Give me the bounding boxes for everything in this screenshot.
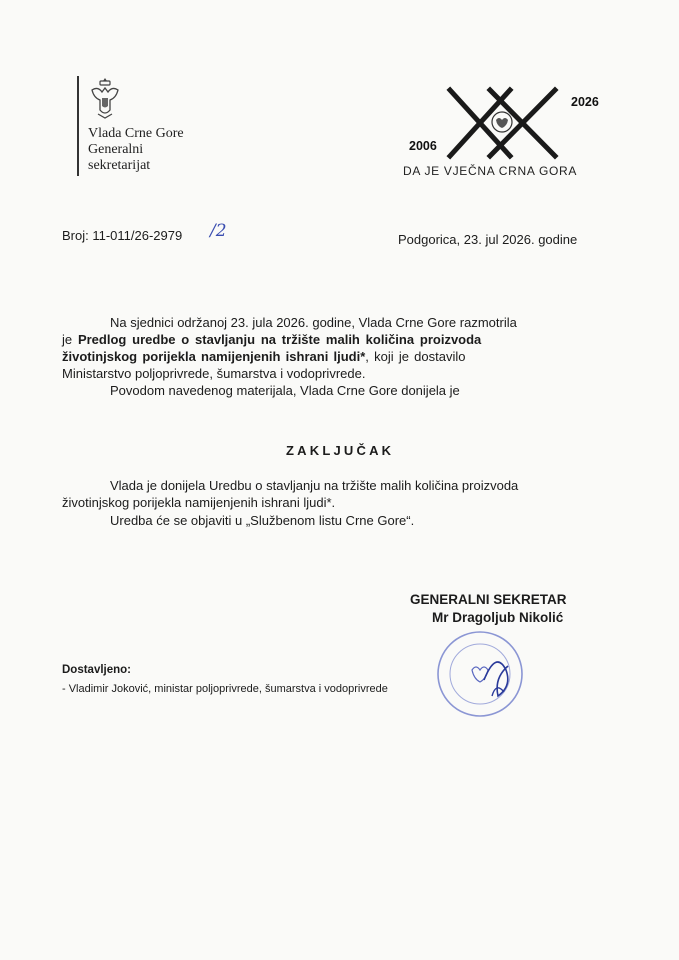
- paragraph-3-line-2: životinjskog porijekla namijenjenih ishrani ljudi*.: [62, 495, 336, 510]
- delivery-label: Dostavljeno:: [62, 664, 132, 676]
- delivery-item: - Vladimir Joković, ministar poljoprivrede, šumarstva i vodoprivrede: [62, 683, 388, 695]
- paragraph-1-line-3: [62, 348, 465, 365]
- signatory-name: Mr Dragoljub Nikolić: [432, 610, 564, 625]
- org-line-3: sekretarijat: [88, 158, 151, 173]
- logo-year-start: 2006: [409, 139, 437, 153]
- paragraph-1-line-4: Ministarstvo poljoprivrede, šumarstva i vodoprivrede.: [62, 366, 366, 381]
- official-stamp: [420, 622, 540, 722]
- logo-motto: DA JE VJEČNA CRNA GORA: [403, 164, 578, 178]
- paragraph-1-line-2: [62, 331, 481, 348]
- paragraph-4: Uredba će se objaviti u „Službenom listu Crne Gore“.: [110, 513, 415, 528]
- organization-name: [88, 126, 184, 174]
- text-segment: , koji je dostavilo: [365, 349, 466, 364]
- decision-heading: ZAKLJUČAK: [286, 443, 395, 458]
- document-number: Broj: 11-011/26-2979: [62, 228, 183, 243]
- paragraph-3-line-1: Vlada je donijela Uredbu o stavljanju na tržište malih količina proizvoda: [110, 478, 519, 493]
- signatory-title: GENERALNI SEKRETAR: [410, 592, 567, 607]
- document-number-handwritten: /2: [210, 221, 227, 241]
- paragraph-1-line-1: Na sjednici održanoj 23. jula 2026. godine, Vlada Crne Gore razmotrila: [110, 315, 517, 330]
- regulation-title-part-1: Predlog uredbe o stavljanju na tržište malih količina proizvoda: [77, 332, 482, 347]
- org-line-2: Generalni: [88, 142, 144, 157]
- paragraph-2: Povodom navedenog materijala, Vlada Crne Gore donijela je: [110, 383, 460, 398]
- coat-of-arms-icon: [88, 76, 122, 120]
- place-date: Podgorica, 23. jul 2026. godine: [398, 232, 578, 247]
- logo-year-end: 2026: [571, 95, 599, 109]
- text-segment: je: [62, 332, 78, 347]
- regulation-title-part-2: životinjskog porijekla namijenjenih ishrani ljudi*: [62, 349, 366, 364]
- org-line-1: Vlada Crne Gore: [88, 126, 184, 141]
- header-divider: [77, 76, 79, 176]
